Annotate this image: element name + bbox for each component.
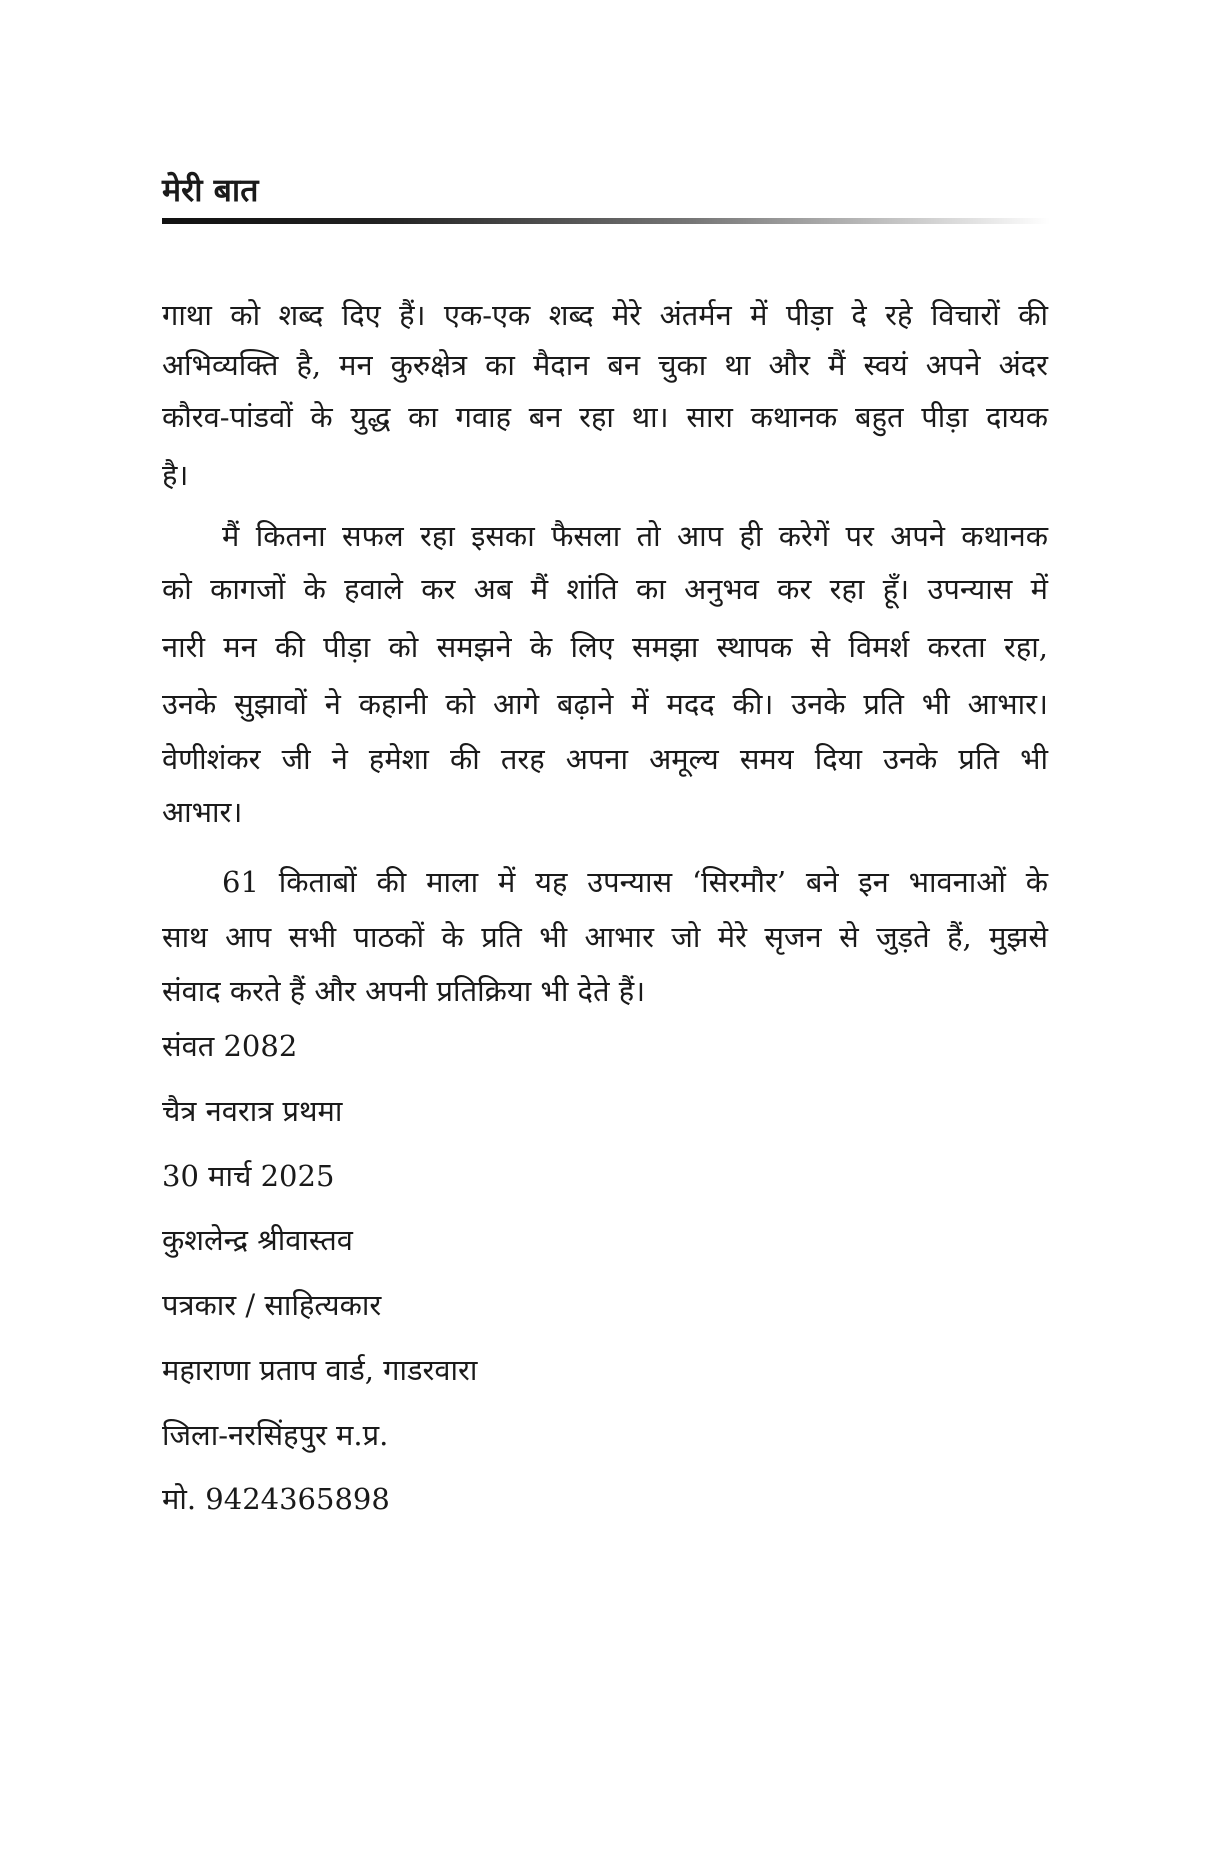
body-line: अभिव्यक्ति है, मन कुरुक्षेत्र का मैदान बन चुका था और मैं स्वयं अपने अंदर <box>162 348 1048 382</box>
body-line: को कागजों के हवाले कर अब मैं शांति का अनुभव कर रहा हूँ। उपन्यास में <box>162 572 1048 606</box>
signature-address: महाराणा प्रताप वार्ड, गाडरवारा <box>162 1353 478 1387</box>
heading-gradient-rule <box>162 218 1050 224</box>
body-line: कौरव-पांडवों के युद्ध का गवाह बन रहा था। सारा कथानक बहुत पीड़ा दायक <box>162 400 1048 434</box>
signature-date: 30 मार्च 2025 <box>162 1159 335 1193</box>
signature-district: जिला-नरसिंहपुर म.प्र. <box>162 1418 389 1452</box>
body-line: साथ आप सभी पाठकों के प्रति भी आभार जो मेरे सृजन से जुड़ते हैं, मुझसे <box>162 920 1048 954</box>
body-line: मैं कितना सफल रहा इसका फैसला तो आप ही करेगें पर अपने कथानक <box>222 519 1048 553</box>
body-line: उनके सुझावों ने कहानी को आगे बढ़ाने में मदद की। उनके प्रति भी आभार। <box>162 687 1048 721</box>
body-line: है। <box>162 458 189 492</box>
body-line: 61 किताबों की माला में यह उपन्यास ‘सिरमौर’ बने इन भावनाओं के <box>222 865 1048 899</box>
signature-author-name: कुशलेन्द्र श्रीवास्तव <box>162 1223 353 1257</box>
signature-phone: मो. 9424365898 <box>162 1482 390 1516</box>
page-heading: मेरी बात <box>162 171 259 209</box>
body-line: संवाद करते हैं और अपनी प्रतिक्रिया भी देते हैं। <box>162 974 646 1008</box>
body-line: आभार। <box>162 795 243 829</box>
signature-profession: पत्रकार / साहित्यकार <box>162 1288 382 1322</box>
signature-date-samvat: संवत 2082 <box>162 1029 298 1063</box>
body-line: गाथा को शब्द दिए हैं। एक-एक शब्द मेरे अंतर्मन में पीड़ा दे रहे विचारों की <box>162 298 1048 332</box>
signature-occasion: चैत्र नवरात्र प्रथमा <box>162 1094 343 1128</box>
body-line: नारी मन की पीड़ा को समझने के लिए समझा स्थापक से विमर्श करता रहा, <box>162 630 1048 664</box>
body-line: वेणीशंकर जी ने हमेशा की तरह अपना अमूल्य समय दिया उनके प्रति भी <box>162 742 1048 776</box>
